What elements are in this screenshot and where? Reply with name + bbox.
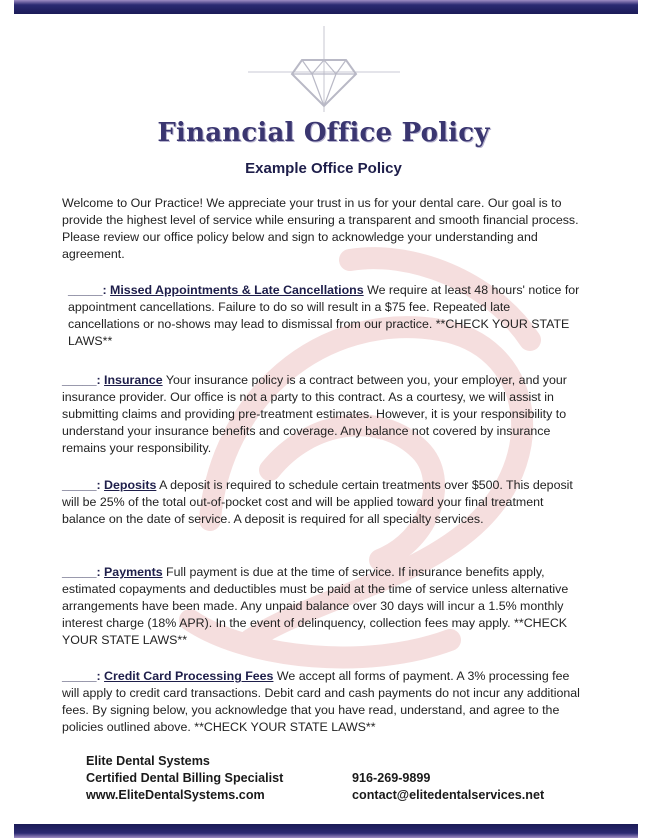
document-title: Financial Office Policy (157, 118, 490, 148)
initials-blank: _____ (62, 478, 97, 492)
initials-blank: _____ (62, 373, 97, 387)
diamond-logo-icon (244, 24, 404, 114)
document-subtitle: Example Office Policy (245, 160, 402, 177)
company-name: Elite Dental Systems (86, 754, 210, 768)
section-body: A deposit is required to schedule certain treatments over $500. This deposit will be 25% of the total out-of-pocket cost and will be applied toward your final treatment balance on the date of service. A deposit is required for all specialty services. (62, 478, 573, 526)
initials-blank: _____ (68, 283, 103, 297)
initials-blank: _____ (62, 565, 97, 579)
policy-section-insurance: _____: Insurance Your insurance policy is a contract between you, your employer, and your insurance provider. Our office is not a party to this contract. As a courtesy, we will assist in submitting claims and providing pre-treatment estimates. However, it is your responsibility to understand your insurance benefits and coverage. Any balance not covered by insurance remains your responsibility. (62, 373, 567, 455)
bottom-border-band (14, 824, 638, 838)
policy-section-deposits: _____: Deposits A deposit is required to schedule certain treatments over $500. This deposit will be 25% of the total out-of-pocket cost and will be applied toward your final treatment balance on the date of service. A deposit is required for all specialty services. (62, 478, 573, 526)
section-heading: Deposits (104, 478, 157, 492)
section-body: We accept all forms of payment. A 3% processing fee will apply to credit card transactions. Debit card and cash payments do not incur any additional fees. By signing below, you acknowledge that you have read, understand, and agree to the policies outlined above. **CHECK YOUR STATE LAWS** (62, 669, 580, 734)
specialist-title: Certified Dental Billing Specialist (86, 771, 284, 785)
section-heading: Payments (104, 565, 163, 579)
email-address[interactable]: contact@elitedentalservices.net (352, 788, 545, 802)
policy-section-payments: _____: Payments Full payment is due at the time of service. If insurance benefits apply, estimated copayments and deductibles must be paid at the time of service unless alternative arrangements have been made. Any unpaid balance over 30 days will incur a 1.5% monthly interest charge (18% APR). In the event of delinquency, collection fees may apply. **CHECK YOUR STATE LAWS** (62, 565, 569, 647)
policy-section-credit-card-fees: _____: Credit Card Processing Fees We accept all forms of payment. A 3% processing fee will apply to credit card transactions. Debit card and cash payments do not incur any additional fees. By signing below, you acknowledge that you have read, understand, and agree to the policies outlined above. **CHECK YOUR STATE LAWS** (62, 669, 580, 734)
section-body: We require at least 48 hours' notice for appointment cancellations. Failure to do so will result in a $75 fee. Repeated late cancellations or no-shows may lead to dismissal from our practice. **CHECK YOUR STATE LAWS** (68, 283, 580, 348)
intro-paragraph: Welcome to Our Practice! We appreciate your trust in us for your dental care. Our goal is to provide the highest level of service while ensuring a transparent and smooth financial process. Please review our office policy below and sign to acknowledge your understanding and agreement. (62, 196, 579, 261)
section-body: Your insurance policy is a contract between you, your employer, and your insurance provider. Our office is not a party to this contract. As a courtesy, we will assist in submitting claims and providing pre-treatment estimates. However, it is your responsibility to understand your insurance benefits and coverage. Any balance not covered by insurance remains your responsibility. (62, 373, 567, 455)
section-heading: Insurance (104, 373, 163, 387)
initials-blank: _____ (62, 669, 97, 683)
website-link[interactable]: www.EliteDentalSystems.com (86, 788, 265, 802)
footer-contact-info (352, 770, 544, 804)
footer-company-info (86, 753, 283, 804)
phone-number[interactable]: 916-269-9899 (352, 771, 431, 785)
section-heading: Missed Appointments & Late Cancellations (110, 283, 364, 297)
policy-section-missed-appointments: _____: Missed Appointments & Late Cancellations We require at least 48 hours' notice for appointment cancellations. Failure to do so will result in a $75 fee. Repeated late cancellations or no-shows may lead to dismissal from our practice. **CHECK YOUR STATE LAWS** (68, 283, 580, 348)
section-body: Full payment is due at the time of service. If insurance benefits apply, estimated copayments and deductibles must be paid at the time of service unless alternative arrangements have been made. Any unpaid balance over 30 days will incur a 1.5% monthly interest charge (18% APR). In the event of delinquency, collection fees may apply. **CHECK YOUR STATE LAWS** (62, 565, 569, 647)
top-border-band (14, 0, 638, 14)
section-heading: Credit Card Processing Fees (104, 669, 274, 683)
